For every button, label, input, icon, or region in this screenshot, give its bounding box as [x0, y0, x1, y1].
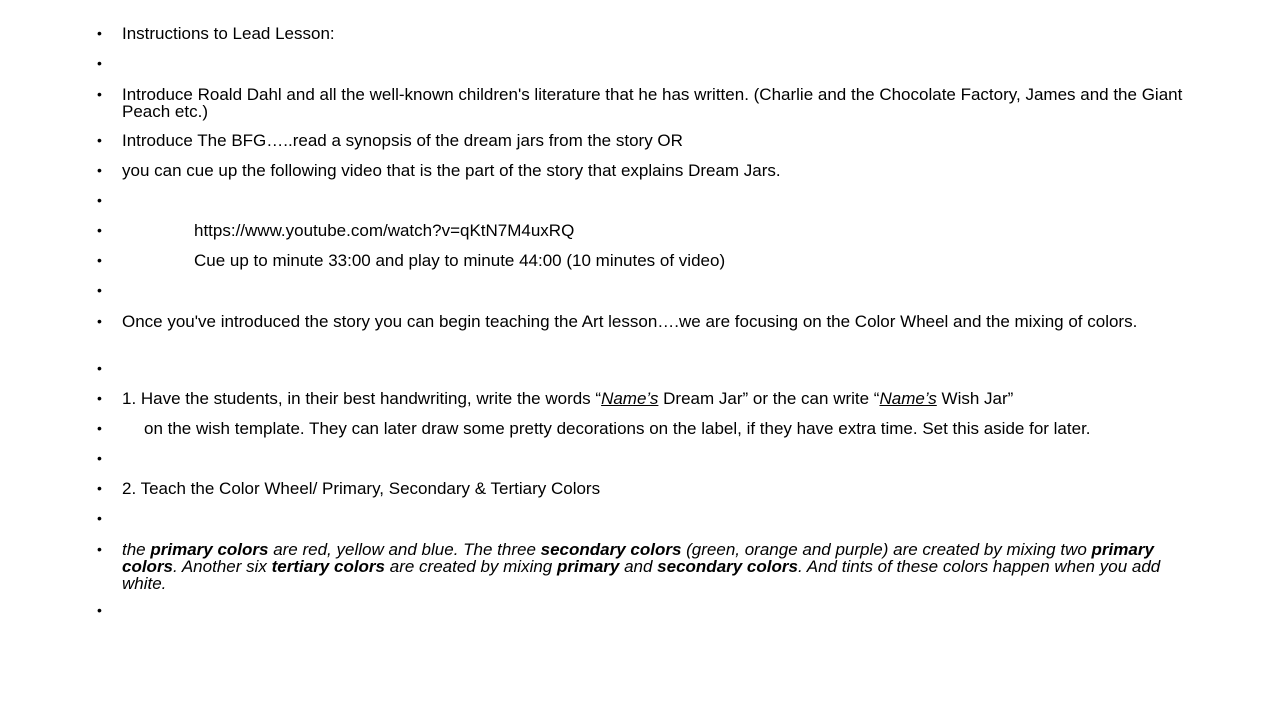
- bullet-glyph: •: [97, 55, 102, 71]
- term-secondary-colors: secondary colors: [540, 540, 682, 559]
- bullet-glyph: •: [97, 510, 102, 526]
- colors-text-6: and: [619, 557, 658, 576]
- bullet-glyph: •: [97, 86, 102, 102]
- name-placeholder-1: Name’s: [601, 389, 659, 408]
- introduce-dahl-text: Introduce Roald Dahl and all the well-known children's literature that he has written. (Charlie and the Chocolate Factory, James and the Giant Peach etc.): [122, 85, 1183, 121]
- step1-suffix: Wish Jar”: [936, 389, 1014, 408]
- term-primary-colors-2: primary colors: [122, 540, 1154, 576]
- colors-paragraph: [122, 541, 1187, 592]
- bullet-glyph: •: [97, 192, 102, 208]
- bullet-glyph: •: [97, 282, 102, 298]
- term-secondary-colors-2: secondary colors: [657, 557, 798, 576]
- colors-text-1: the: [122, 540, 151, 559]
- bullet-glyph: •: [97, 541, 102, 557]
- colors-text-2: are red, yellow and blue. The three: [268, 540, 541, 559]
- bullet-glyph: •: [97, 390, 102, 406]
- bullet-glyph: •: [97, 252, 102, 268]
- bullet-glyph: •: [97, 222, 102, 238]
- bullet-glyph: •: [97, 162, 102, 178]
- colors-text-5: are created by mixing: [385, 557, 557, 576]
- cue-video-text: you can cue up the following video that is the part of the story that explains Dream Jars.: [122, 161, 781, 180]
- colors-text-3: (green, orange and purple) are created by mixing two: [681, 540, 1092, 559]
- colors-text-7: . And tints of these colors happen when you add white.: [122, 557, 1161, 593]
- step1-prefix: 1. Have the students, in their best handwriting, write the words “: [122, 389, 602, 408]
- term-primary: primary: [556, 557, 620, 576]
- colors-text-4: . Another six: [173, 557, 272, 576]
- bullet-glyph: •: [97, 420, 102, 436]
- step2-text: 2. Teach the Color Wheel/ Primary, Secondary & Tertiary Colors: [122, 479, 601, 498]
- bullet-glyph: •: [97, 480, 102, 496]
- name-placeholder-2: Name’s: [879, 389, 937, 408]
- term-tertiary-colors: tertiary colors: [271, 557, 386, 576]
- bullet-glyph: •: [97, 132, 102, 148]
- instructions-heading: Instructions to Lead Lesson:: [122, 24, 335, 43]
- bullet-glyph: •: [97, 360, 102, 376]
- bullet-glyph: •: [97, 313, 102, 329]
- bullet-glyph: •: [97, 25, 102, 41]
- video-url-link[interactable]: https://www.youtube.com/watch?v=qKtN7M4uxRQ: [194, 221, 575, 240]
- term-primary-colors: primary colors: [150, 540, 269, 559]
- bullet-glyph: •: [97, 450, 102, 466]
- cue-minutes-text: Cue up to minute 33:00 and play to minute 44:00 (10 minutes of video): [194, 251, 726, 270]
- step1-text: [122, 390, 1187, 407]
- wish-template-text: on the wish template. They can later draw some pretty decorations on the label, if they have extra time. Set this aside for later.: [144, 419, 1091, 438]
- bullet-glyph: •: [97, 602, 102, 618]
- once-introduced-text: Once you've introduced the story you can begin teaching the Art lesson….we are focusing on the Color Wheel and the mixing of colors.: [122, 312, 1138, 331]
- introduce-bfg-text: Introduce The BFG…..read a synopsis of the dream jars from the story OR: [122, 131, 683, 150]
- step1-mid: Dream Jar” or the can write “: [658, 389, 880, 408]
